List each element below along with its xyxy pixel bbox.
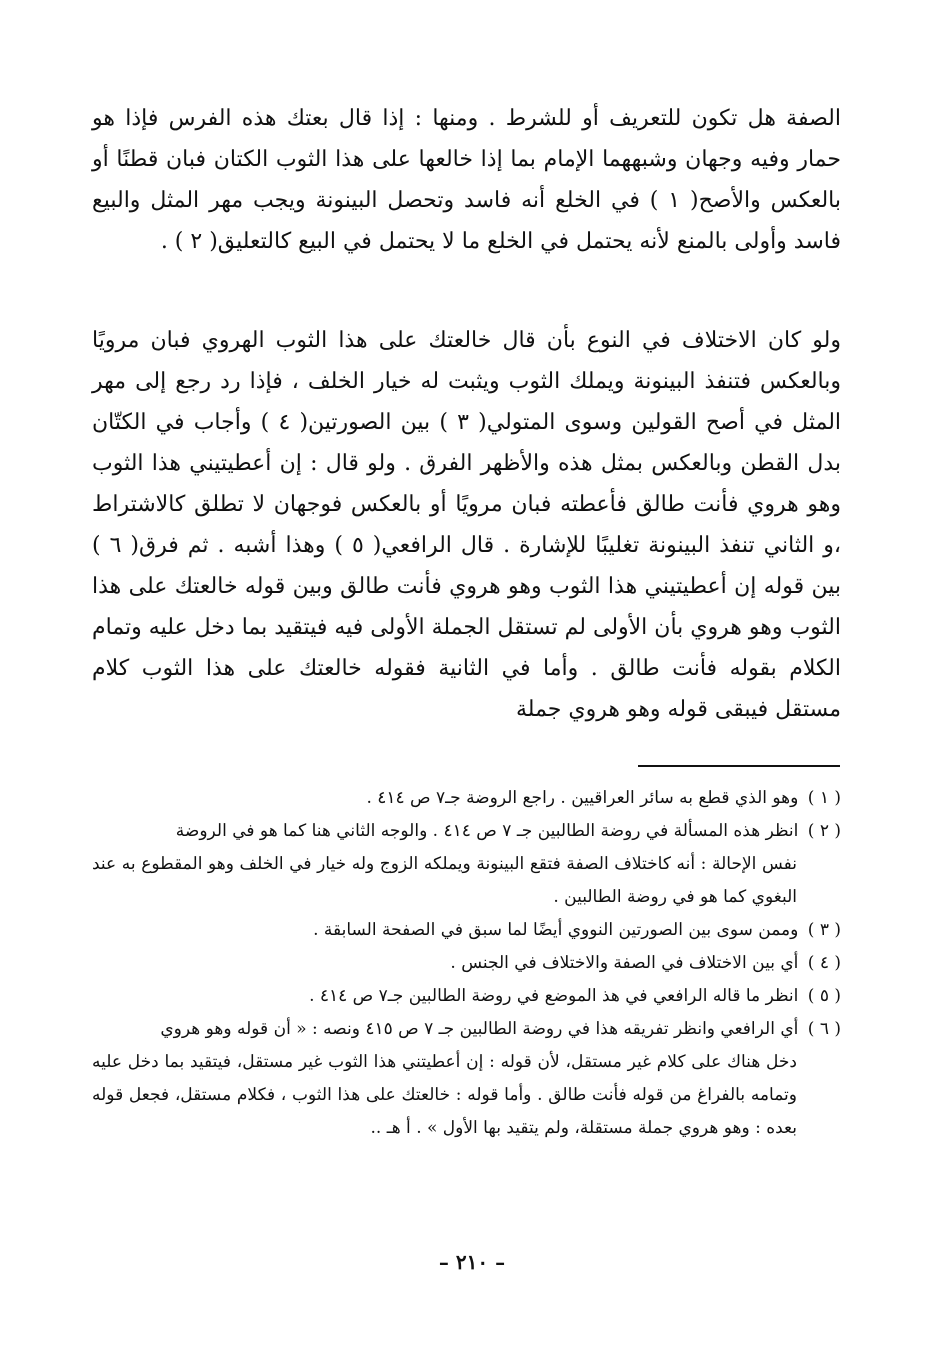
footnote-number: ( ٤ ) [807, 953, 841, 973]
footnote-text: وهو الذي قطع به سائر العراقيين . راجع الروضة جـ٧ ص ٤١٤ . [366, 788, 799, 808]
footnotes-list [92, 782, 841, 1145]
footnote-number: ( ١ ) [807, 788, 841, 808]
footnote-3 [92, 914, 841, 947]
footnote-text: أي الرافعي وانظر تفريقه هذا في روضة الطالبين جـ ٧ ص ٤١٥ ونصه : « أن قوله وهو هروي [160, 1019, 799, 1039]
footnote-text: انظر هذه المسألة في روضة الطالبين جـ ٧ ص ٤١٤ . والوجه الثاني هنا كما هو في الروضة [175, 821, 799, 841]
footnote-number: ( ٥ ) [807, 986, 841, 1006]
footnote-continuation: نفس الإحالة : أنه كاختلاف الصفة فتقع البينونة ويملكه الزوج وله خيار في الخلف وهو المقطوع به عند البغوي كما هو في روضة الطالبين . [92, 854, 797, 907]
footnote-2 [92, 815, 841, 914]
paragraph-2: ولو كان الاختلاف في النوع بأن قال خالعتك على هذا الثوب الهروي فبان مرويًا وبالعكس فتنفذ البينونة ويملك الثوب ويثبت له خيار الخلف ، فإذا رد رجع إلى مهر المثل في أصح القولين وسوى المتولي( ٣ ) بين الصورتين( ٤ ) وأجاب في الكتّان بدل القطن وبالعكس بمثل هذه والأظهر الفرق . ولو قال : إن أعطيتيني هذا الثوب وهو هروي فأنت طالق فأعطته فبان مرويًا أو بالعكس فوجهان لا تطلق كالاشتراط ،و الثاني تنفذ البينونة تغليبًا للإشارة . قال الرافعي( ٥ ) وهذا أشبه . ثم فرق( ٦ ) بين قوله إن أعطيتيني هذا الثوب وهو هروي فأنت طالق وبين قوله خالعتك على هذا الثوب وهو هروي بأن الأولى لم تستقل الجملة الأولى فيه فيتقيد بما دخل عليه وتمام الكلام بقوله فأنت طالق . وأما في الثانية فقوله خالعتك على هذا الثوب كلام مستقل فيبقى قوله وهو هروي جملة [92, 328, 842, 722]
footnote-5 [92, 980, 841, 1013]
footnote-4 [92, 947, 841, 980]
footnote-continuation: دخل هناك على كلام غير مستقل، لأن قوله : إن أعطيتني هذا الثوب غير مستقل، فيتقيد بما دخل عليه وتمامه بالفراغ من قوله فأنت طالق . وأما قوله : خالعتك على هذا الثوب ، فكلام مستقل، فجعل قوله بعده : وهو هروي جملة مستقلة، ولم يتقيد بها الأول » . أ هـ .. [92, 1052, 797, 1138]
footnote-number: ( ٦ ) [807, 1019, 841, 1039]
page-number: – ٢١٠ – [438, 1250, 506, 1274]
footnote-number: ( ٢ ) [807, 821, 841, 841]
footnote-text: انظر ما قاله الرافعي في هذ الموضع في روضة الطالبين جـ٧ ص ٤١٤ . [309, 986, 799, 1006]
footnote-separator [638, 765, 840, 767]
footnote-1 [92, 782, 841, 815]
footnote-number: ( ٣ ) [807, 920, 841, 940]
footnote-text: أي بين الاختلاف في الصفة والاختلاف في الجنس . [450, 953, 799, 973]
footnote-6 [92, 1013, 841, 1145]
footnote-text: وممن سوى بين الصورتين النووي أيضًا لما سبق في الصفحة السابقة . [313, 920, 799, 940]
paragraph-1: الصفة هل تكون للتعريف أو للشرط . ومنها : إذا قال بعتك هذه الفرس فإذا هو حمار وفيه وجهان وشبههما الإمام بما إذا خالعها على هذا الثوب الكتان فبان قطنًا أو بالعكس والأصح( ١ ) في الخلع أنه فاسد وتحصل البينونة ويجب مهر المثل والبيع فاسد وأولى بالمنع لأنه يحتمل في الخلع ما لا يحتمل في البيع كالتعليق( ٢ ) . [92, 106, 841, 254]
